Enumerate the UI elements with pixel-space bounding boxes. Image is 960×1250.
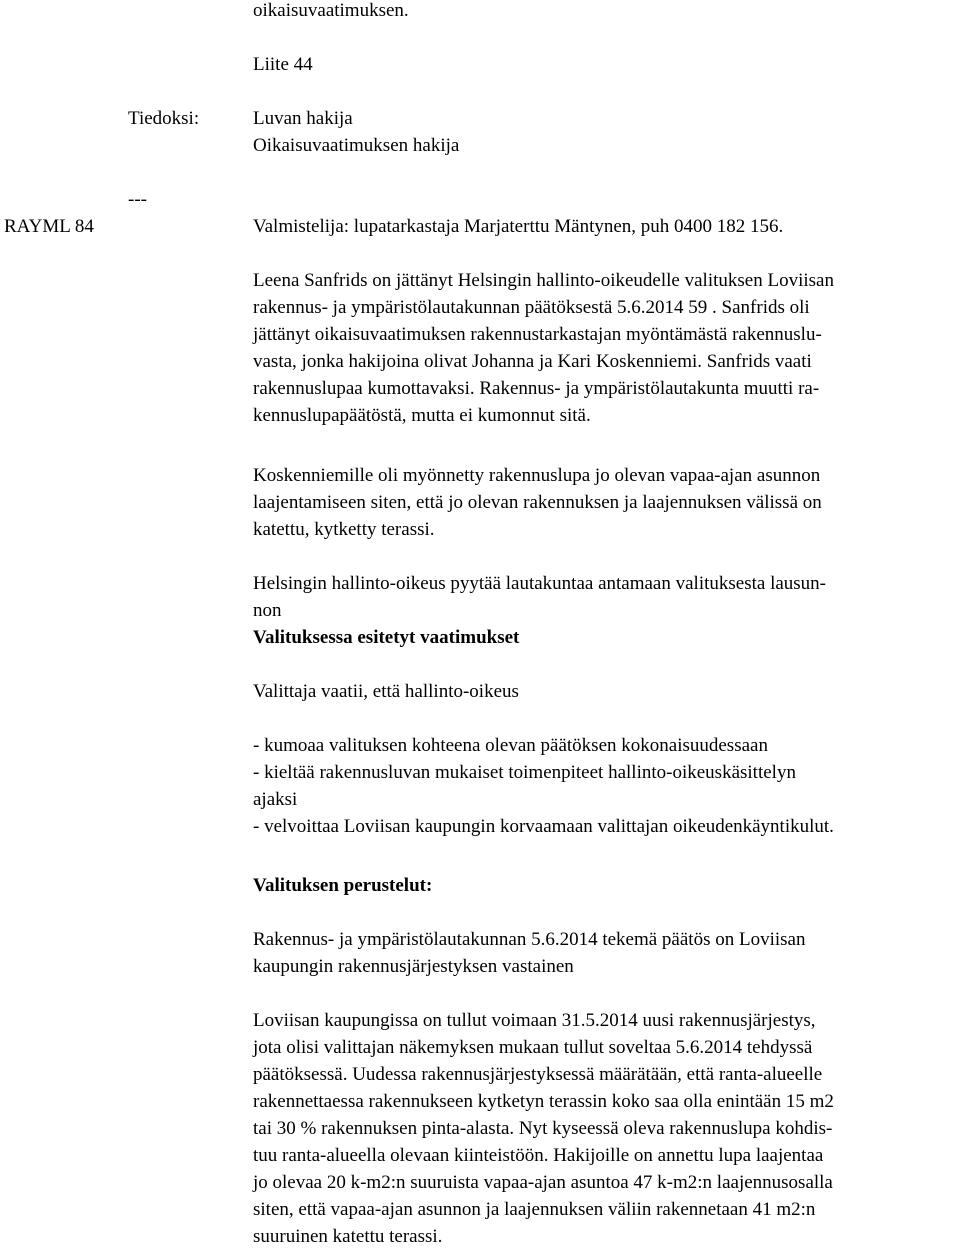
body-text-line: jo olevaa 20 k-m2:n suuruista vapaa-ajan asuntoa 47 k-m2:n laajennusosalla (253, 1172, 833, 1193)
body-text-line: Rakennus- ja ympäristölautakunnan 5.6.2014 tekemä päätös on Loviisan (253, 929, 806, 950)
body-text-line: rakennuslupaa kumottavaksi. Rakennus- ja ympäristölautakunta muutti ra- (253, 378, 820, 399)
body-text-line: Loviisan kaupungissa on tullut voimaan 31.5.2014 uusi rakennusjärjestys, (253, 1010, 816, 1031)
body-text-line: Helsingin hallinto-oikeus pyytää lautakuntaa antamaan valituksesta lausun- (253, 573, 827, 594)
body-text-line: päätöksessä. Uudessa rakennusjärjestyksessä määrätään, että ranta-alueelle (253, 1064, 823, 1085)
preparer-line: Valmistelija: lupatarkastaja Marjaterttu Mäntynen, puh 0400 182 156. (253, 216, 784, 237)
recipient-item: Oikaisuvaatimuksen hakija (253, 135, 460, 156)
recipient-item: Luvan hakija (253, 108, 353, 129)
body-text-line: tai 30 % rakennuksen pinta-alasta. Nyt kyseessä oleva rakennuslupa kohdis- (253, 1118, 833, 1139)
list-item: - kieltää rakennusluvan mukaiset toimenpiteet hallinto-oikeuskäsittelyn (253, 762, 796, 783)
body-text-line: kaupungin rakennusjärjestyksen vastainen (253, 956, 574, 977)
attachment-label: Liite 44 (253, 54, 313, 75)
body-text-line: tuu ranta-alueella olevaan kiinteistöön. Hakijoille on annettu lupa laajentaa (253, 1145, 824, 1166)
section-code: RAYML 84 (4, 216, 94, 237)
claims-intro: Valittaja vaatii, että hallinto-oikeus (253, 681, 519, 702)
body-text-line: Leena Sanfrids on jättänyt Helsingin hallinto-oikeudelle valituksen Loviisan (253, 270, 834, 291)
body-text-line: suuruinen katettu terassi. (253, 1226, 443, 1247)
body-text-line: rakennettaessa rakennukseen kytketyn terassin koko saa olla enintään 15 m2 (253, 1091, 834, 1112)
heading-grounds: Valituksen perustelut: (253, 875, 433, 896)
recipients-label: Tiedoksi: (128, 108, 200, 129)
body-text-line: siten, että vapaa-ajan asunnon ja laajennuksen väliin rakennetaan 41 m2:n (253, 1199, 816, 1220)
list-item: - velvoittaa Loviisan kaupungin korvaamaan valittajan oikeudenkäyntikulut. (253, 816, 834, 837)
body-text-line: kennuslupapäätöstä, mutta ei kumonnut sitä. (253, 405, 591, 426)
list-item: - kumoaa valituksen kohteena olevan päätöksen kokonaisuudessaan (253, 735, 768, 756)
top-fragment: oikaisuvaatimuksen. (253, 0, 409, 21)
body-text-line: vasta, jonka hakijoina olivat Johanna ja Kari Koskenniemi. Sanfrids vaati (253, 351, 812, 372)
body-text-line: laajentamiseen siten, että jo olevan rakennuksen ja laajennuksen välissä on (253, 492, 822, 513)
body-text-line: jota olisi valittajan näkemyksen mukaan tullut soveltaa 5.6.2014 tehdyssä (253, 1037, 813, 1058)
body-text-line: Koskenniemille oli myönnetty rakennuslupa jo olevan vapaa-ajan asunnon (253, 465, 821, 486)
body-text-line: rakennus- ja ympäristölautakunnan päätöksestä 5.6.2014 59 . Sanfrids oli (253, 297, 810, 318)
list-item: ajaksi (253, 789, 298, 810)
heading-claims: Valituksessa esitetyt vaatimukset (253, 627, 520, 648)
body-text-line: katettu, kytketty terassi. (253, 519, 435, 540)
body-text-line: jättänyt oikaisuvaatimuksen rakennustarkastajan myöntämästä rakennuslu- (253, 324, 822, 345)
separator: --- (128, 189, 147, 210)
body-text-line: non (253, 600, 282, 621)
